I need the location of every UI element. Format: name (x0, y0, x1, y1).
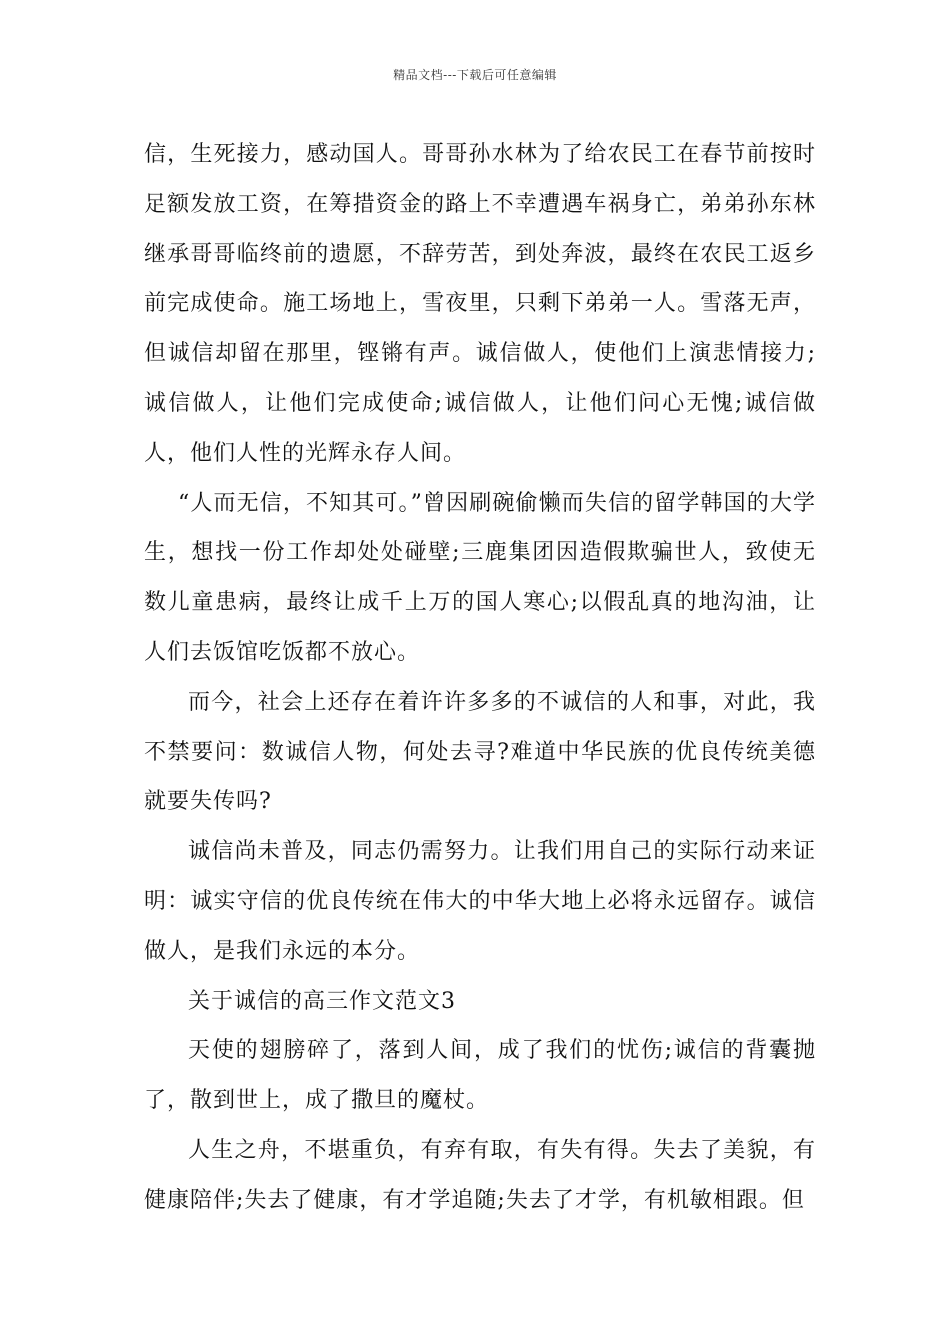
document-body (144, 130, 816, 1226)
paragraph-continuation: 信，生死接力，感动国人。哥哥孙水林为了给农民工在春节前按时足额发放工资，在筹措资金的路上不幸遭遇车祸身亡，弟弟孙东林继承哥哥临终前的遗愿，不辞劳苦，到处奔波，最终在农民工返乡前完成使命。施工场地上，雪夜里，只剩下弟弟一人。雪落无声，但诚信却留在那里，铿锵有声。诚信做人，使他们上演悲情接力;诚信做人，让他们完成使命;诚信做人，让他们问心无愧;诚信做人，他们人性的光辉永存人间。 (144, 142, 816, 466)
paragraph: 人生之舟，不堪重负，有弃有取，有失有得。失去了美貌，有健康陪伴;失去了健康，有才学追随;失去了才学，有机敏相跟。但 (144, 1137, 816, 1213)
page-header: 精品文档---下载后可任意编辑 (393, 68, 557, 82)
paragraph: 而今，社会上还存在着许许多多的不诚信的人和事，对此，我不禁要问：数诚信人物，何处去寻?难道中华民族的优良传统美德就要失传吗? (144, 689, 816, 815)
paragraph-quote: “人而无信，不知其可。”曾因刷碗偷懒而失信的留学韩国的大学生，想找一份工作却处处碰壁;三鹿集团因造假欺骗世人，致使无数儿童患病，最终让成千上万的国人寒心;以假乱真的地沟油，让人们去饭馆吃饭都不放心。 (144, 490, 816, 665)
paragraph: 天使的翅膀碎了，落到人间，成了我们的忧伤;诚信的背囊抛了，散到世上，成了撒旦的魔杖。 (144, 1038, 816, 1114)
section-title: 关于诚信的高三作文范文3 (188, 988, 456, 1014)
paragraph: 诚信尚未普及，同志仍需努力。让我们用自己的实际行动来证明：诚实守信的优良传统在伟大的中华大地上必将永远留存。诚信做人，是我们永远的本分。 (144, 839, 816, 964)
